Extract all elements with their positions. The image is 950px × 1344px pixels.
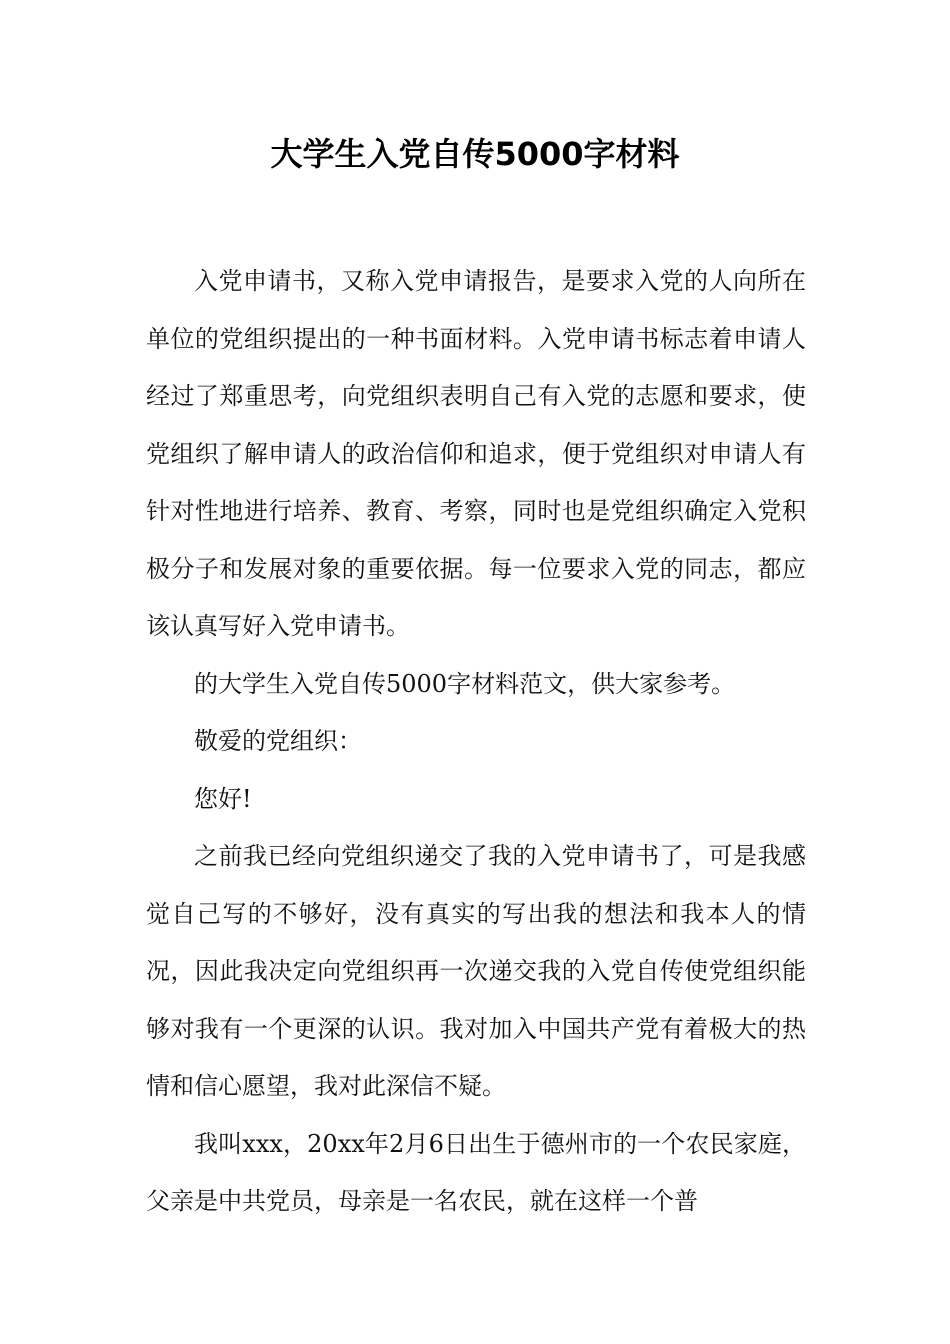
paragraph-greeting: 您好! (194, 784, 252, 813)
paragraph-reference-note: 的大学生入党自传5000字材料范文，供大家参考。 (194, 669, 736, 698)
document-body (146, 253, 806, 1231)
paragraph-intro: 入党申请书，又称入党申请报告，是要求入党的人向所在单位的党组织提出的一种书面材料。入党申请书标志着申请人经过了郑重思考，向党组织表明自己有入党的志愿和要求，使党组织了解申请人的政治信仰和追求，便于党组织对申请人有针对性地进行培养、教育、考察，同时也是党组织确定入党积极分子和发展对象的重要依据。每一位要求入党的同志，都应该认真写好入党申请书。 (146, 267, 806, 640)
document-title: 大学生入党自传5000字材料 (270, 135, 680, 173)
paragraph-biography: 我叫xxx，20xx年2月6日出生于德州市的一个农民家庭，父亲是中共党员，母亲是一名农民，就在这样一个普 (146, 1129, 806, 1215)
paragraph-statement: 之前我已经向党组织递交了我的入党申请书了，可是我感觉自己写的不够好，没有真实的写出我的想法和我本人的情况，因此我决定向党组织再一次递交我的入党自传使党组织能够对我有一个更深的认识。我对加入中国共产党有着极大的热情和信心愿望，我对此深信不疑。 (146, 842, 806, 1100)
paragraph-salutation: 敬爱的党组织： (194, 727, 362, 755)
